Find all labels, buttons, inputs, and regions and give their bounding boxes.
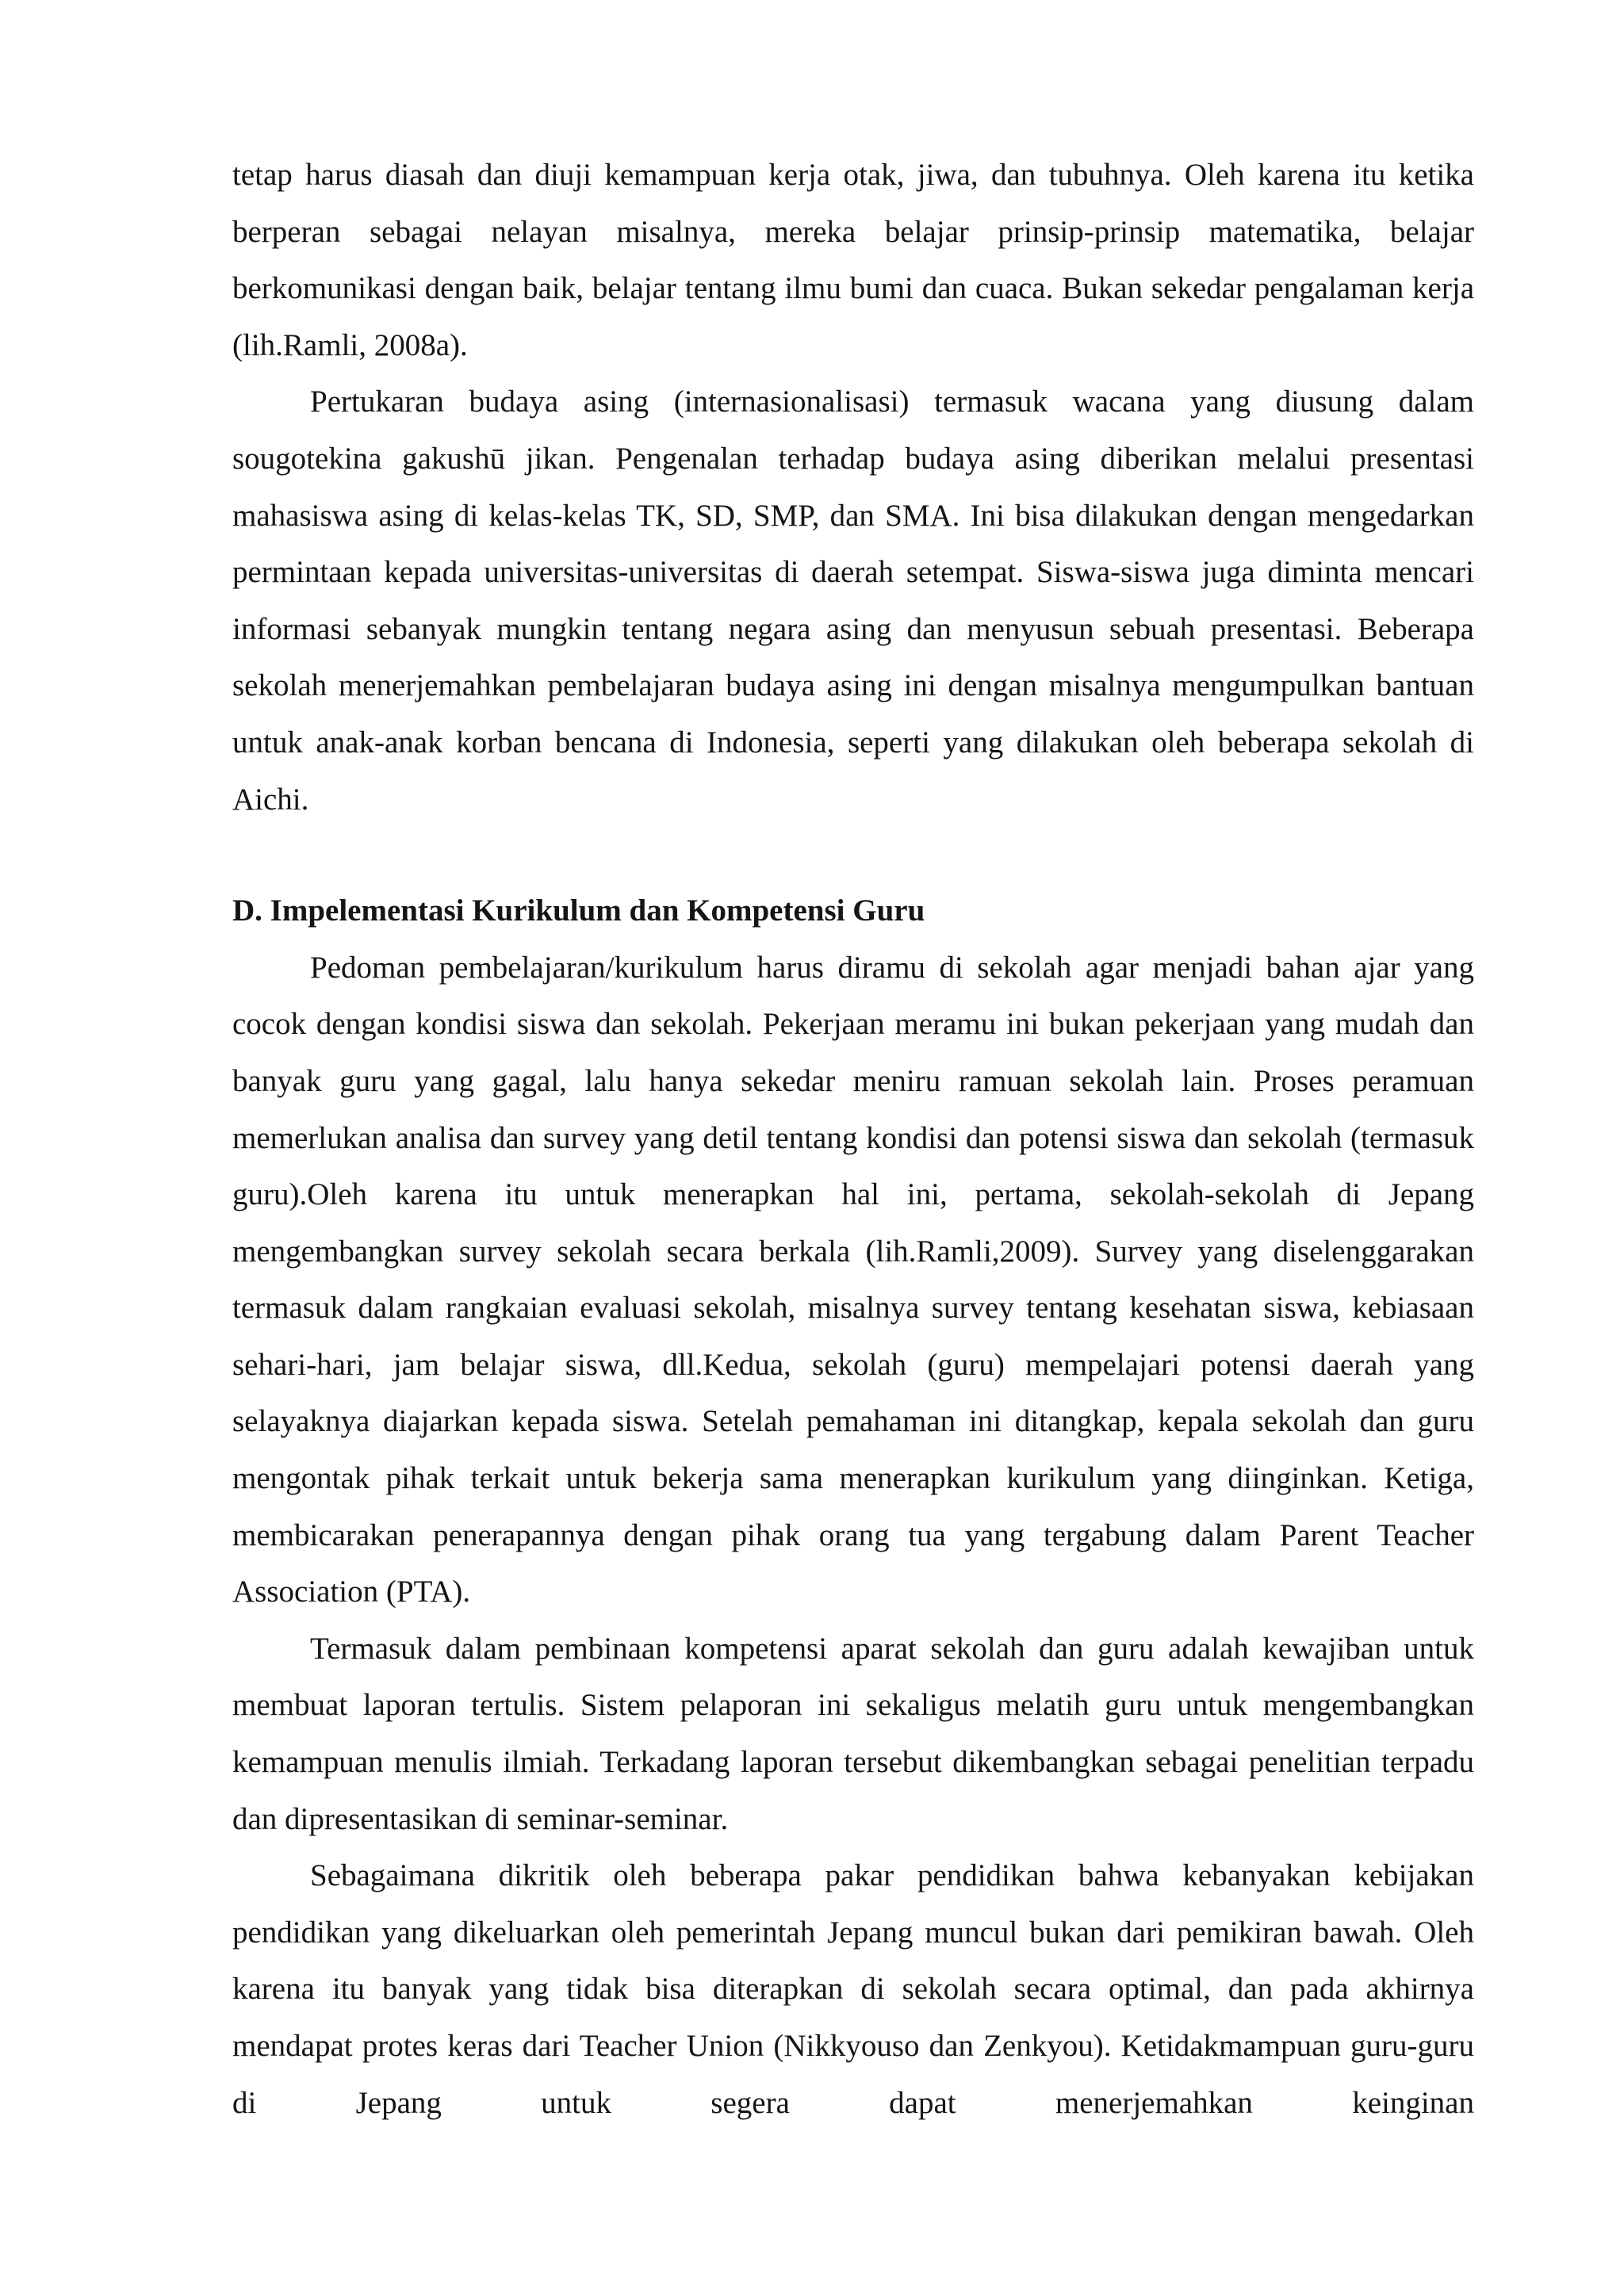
paragraph-curriculum-guidelines: Pedoman pembelajaran/kurikulum harus diramu di sekolah agar menjadi bahan ajar yang cocok dengan kondisi siswa dan sekolah. Pekerjaan meramu ini bukan pekerjaan yang mudah dan banyak guru yang gagal, lalu hanya sekedar meniru ramuan sekolah lain. Proses peramuan memerlukan analisa dan survey yang detil tentang kondisi dan potensi siswa dan sekolah (termasuk guru).Oleh karena itu untuk menerapkan hal ini, pertama, sekolah-sekolah di Jepang mengembangkan survey sekolah secara berkala (lih.Ramli,2009). Survey yang diselenggarakan termasuk dalam rangkaian evaluasi sekolah, misalnya survey tentang kesehatan siswa, kebiasaan sehari-hari, jam belajar siswa, dll.Kedua, sekolah (guru) mempelajari potensi daerah yang selayaknya diajarkan kepada siswa. Setelah pemahaman ini ditangkap, kepala sekolah dan guru mengontak pihak terkait untuk bekerja sama menerapkan kurikulum yang diinginkan. Ketiga, membicarakan penerapannya dengan pihak orang tua yang tergabung dalam Parent Teacher Association (PTA).	[232, 950, 1474, 1609]
document-page	[232, 147, 1474, 2131]
paragraph-continuation: tetap harus diasah dan diuji kemampuan kerja otak, jiwa, dan tubuhnya. Oleh karena itu ketika berperan sebagai nelayan misalnya, mereka belajar prinsip-prinsip matematika, belajar berkomunikasi dengan baik, belajar tentang ilmu bumi dan cuaca. Bukan sekedar pengalaman kerja (lih.Ramli, 2008a).	[232, 158, 1474, 362]
section-heading: D. Impelementasi Kurikulum dan Kompetensi Guru	[232, 894, 925, 928]
paragraph-teacher-competence: Termasuk dalam pembinaan kompetensi aparat sekolah dan guru adalah kewajiban untuk membuat laporan tertulis. Sistem pelaporan ini sekaligus melatih guru untuk mengembangkan kemampuan menulis ilmiah. Terkadang laporan tersebut dikembangkan sebagai penelitian terpadu dan dipresentasikan di seminar-seminar.	[232, 1631, 1474, 1836]
paragraph-cultural-exchange: Pertukaran budaya asing (internasionalisasi) termasuk wacana yang diusung dalam sougotekina gakushū jikan. Pengenalan terhadap budaya asing diberikan melalui presentasi mahasiswa asing di kelas-kelas TK, SD, SMP, dan SMA. Ini bisa dilakukan dengan mengedarkan permintaan kepada universitas-universitas di daerah setempat. Siswa-siswa juga diminta mencari informasi sebanyak mungkin tentang negara asing dan menyusun sebuah presentasi. Beberapa sekolah menerjemahkan pembelajaran budaya asing ini dengan misalnya mengumpulkan bantuan untuk anak-anak korban bencana di Indonesia, seperti yang dilakukan oleh beberapa sekolah di Aichi.	[232, 385, 1474, 817]
paragraph-policy-criticism: Sebagaimana dikritik oleh beberapa pakar pendidikan bahwa kebanyakan kebijakan pendidikan yang dikeluarkan oleh pemerintah Jepang muncul bukan dari pemikiran bawah. Oleh karena itu banyak yang tidak bisa diterapkan di sekolah secara optimal, dan pada akhirnya mendapat protes keras dari Teacher Union (Nikkyouso dan Zenkyou). Ketidakmampuan guru-guru di Jepang untuk segera dapat menerjemahkan keinginan	[232, 1858, 1474, 2120]
